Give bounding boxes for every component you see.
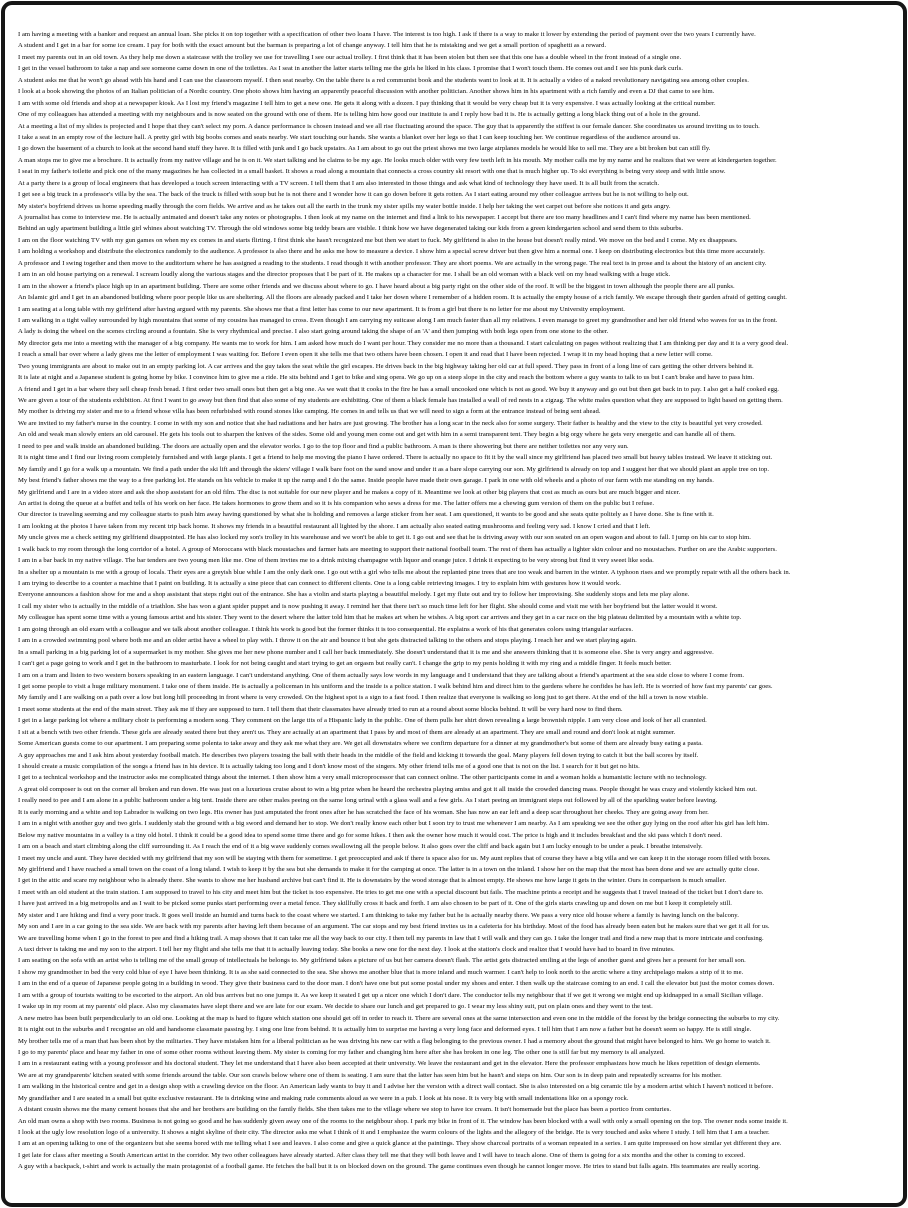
text-line: I am seating at a long table with my girlfriend after having argued with my parents. She shows me that a first letter has come to our new apartment. It is from a girl but there is no letter for me about my University employment. xyxy=(18,305,625,313)
text-line: I am going through an old exam with a colleague and we talk about another colleague. I think his work is good but the former thinks it is too consequential. He explains a work of his that generates colors using triangular surfaces. xyxy=(18,625,634,633)
text-line: I reach a small bar over where a lady gives me the letter of employment I was waiting for. Before I even open it she tells me that two others have been chosen. I open it and read that I have been rejected. I wrap it in my head hoping that a new letter will come. xyxy=(18,351,713,359)
text-line: My girlfriend and I have reached a small town on the coast of a long island. I wish to keep it by the sea but she demands to make it for the camping at once. The latter is in a town on the inland. I show her on the map that the most has been done and we are actually quite close. xyxy=(18,865,760,873)
text-line: In a small parking in a big parking lot of a supermarket is my mother. She gives me her new phone number and I call her back immediately. She doesn't understand that it is me and she answers thinking that it is someone else. She is very angry and aggressive. xyxy=(18,648,714,656)
text-line: A man stops me to give me a brochure. It is actually from my native village and he is on it. We start talking and he claims to be my age. He looks much older with very few teeth left in his mouth. My mother calls me by my name and he realizes that we were at kindergarten together. xyxy=(18,156,777,164)
text-line: A lady is doing the wheel on the scenes circling around a fountain. She is very rhythmical and precise. I also start going around taking the shape of an 'A' and then jumping with both legs open from one stone to the other. xyxy=(18,328,609,336)
text-line: I wake up in my room at my parents' old place. Also my classmates have slept there and we are late for our exam. We decide to share our lunch and get prepared to go. I wear my less shiny suit, put on plain ones and they went to the test. xyxy=(18,1003,653,1011)
text-line: My family and I are walking on a path over a low but long hill proceeding in front where is very crowded. On the highest spot is a sign to a fast food. I then realize that everyone is walking so long just to get there. At the end of the hill a town is now visible. xyxy=(18,694,708,702)
text-line: At a party there is a group of local engineers that has developed a touch screen interacting with a TV screen. I tell them that I am also interested in those things and ask what kind of technology they have used. It is all built from the scratch. xyxy=(18,179,660,187)
text-line: A taxi driver is taking me and my son to the airport. I tell her my flight and she tells me that it is actually leaving today. She books a new one for the next day. I look at the station's clock and realize that I would have had to board in five minutes. xyxy=(18,946,675,953)
text-line: I get in the vessel bathroom to take a nap and see someone came down in one of the toilettes. As I seat in another the latter starts telling me the girls he liked in his class. I promise that I won't touch them. He comes out and I see his punk dark curls. xyxy=(18,65,683,73)
text-line: We are travelling home when I go in the forest to pee and find a hiking trail. A map shows that it can take me all the way back to our city. I then tell my parents in law that I will walk and they can go. I take the longer trail and find a new map that is more intricate and confusing. xyxy=(18,934,764,942)
text-line: It is night time and I find our living room completely furnished and with large plants. I get a friend to help me moving the piano I have ordered. There is actually no space to fit it by the wall since my girlfriend has placed two small but heavy tables instead. We leave it sticking out. xyxy=(18,454,773,462)
text-line: I am looking at the photos I have taken from my recent trip back home. It shows my friends in a beautiful restaurant all lighted by the shore. I am actually also seated eating mushrooms and feeling very sad. I know I cried and that I left. xyxy=(18,522,651,530)
text-line: An Islamic girl and I get in an abandoned building where poor people like us are sheltering. All the floors are already packed and I take her down where I remember of a hidden room. It is actually the empty house of a rich family. We escape through their garden afraid of getting caught. xyxy=(18,294,787,302)
text-line: A student and I get in a bar for some ice cream. I pay for both with the exact amount but the barman is preparing a lot of change anyway. I tell him that he is mistaking and we get a small portion of spaghetti as a reward. xyxy=(18,42,607,50)
text-line: I need to pee and walk inside an abandoned building. The doors are actually open and the elevator works. I go to the top floor and find a public bathroom. A man is there showering but there are neither toilettes nor any very sun. xyxy=(18,442,629,450)
text-line: I look at a book showing the photos of an Italian politician of a Nordic country. One photo shows him having an apparently peaceful discussion with another politician. Another shows him in his apartment with a rich family and even a DJ that came to see him. xyxy=(18,88,715,96)
text-line: I meet with an old student at the train station. I am supposed to travel to his city and meet him but the ticket is too expensive. He tries to get me one with a special discount but fails. The machine prints a receipt and he suggests that I travel instead of the ticket but I don't dare to. xyxy=(18,888,764,896)
text-line: An old man owns a shop with two rooms. Business is not going so good and he has suddenly given away one of the rooms to the neighbour shop. I park my bike in front of it. The window has been blocked with a wall with only a small opening on the top. The owner nods some inside it. xyxy=(18,1117,788,1125)
text-line: I am having a meeting with a banker and request an annual loan. She picks it on top together with a specification of other two loans I have. The interest is too high. I ask if there is a way to make it lower by extending the period of payment over the two years I currently have. xyxy=(18,31,756,38)
text-line: I am in a restaurant eating with a young professor and his doctoral student. They let me understand that I have also been accepted at their university. We leave the restaurant and get in the elevator. Here the professor emphasizes how much he likes repetition of design elements. xyxy=(18,1060,761,1068)
text-line: I get to a technical workshop and the instructor asks me complicated things about the internet. I then show him a very small microprocessor that can connect online. The other participants come in and a woman holds a humanistic lecture with no technology. xyxy=(18,774,707,782)
text-line: We are at my grandparents' kitchen seated with some friends around the table. Our son crawls below where one of them is seating. I am sure that the latter has seen him but he hasn't and steps on him. Our son is in deep pain and repeatedly screams for his mother. xyxy=(18,1071,722,1079)
text-line: I take a seat in an empty row of the lecture hall. A pretty girl with big boobs comes and seats nearby. We start touching our hands. She wants a blanket over her legs so that I can keep touching her. We continue regardless of the audience around us. xyxy=(18,133,681,141)
text-line: Everyone announces a fashion show for me and a shop assistant that steps right out of the entrance. She has a violin and starts playing a beautiful melody. I get my flute out and try to follow her improvising. She suddenly stops and lets me play alone. xyxy=(18,591,690,599)
text-line: I meet my uncle and aunt. They have decided with my girlfriend that my son will be staying with them for sometime. I get preoccupied and ask if there is space also for us. My aunt replies that of course they have a big villa and we can keep it in the storage room filled with boxes. xyxy=(18,854,771,862)
text-line: It is early morning and a white and top Labrador is walking on two legs. His owner has just amputated the front ones after he has scratched the face of his woman. She has now an ear left and a deep scar throughout her cheeks. They are going away from her. xyxy=(18,808,709,816)
text-line: An old and weak man slowly enters an old carousel. He gets his tools out to sharpen the knives of the sides. Some old and young men come out and get with him in a semi transparent tent. They begin a big orgy where he gets very energetic and can handle all of them. xyxy=(18,431,736,439)
text-line: I should create a music compilation of the songs a friend has in his device. It is actually taking too long and I don't know most of the singers. My other friend tells me of a good one that is not on the list. I search for it but get no hits. xyxy=(18,763,640,770)
text-line: In a shelter up a mountain is me with a group of locals. Their eyes are a greyish blue while I am the only dark one. I go out with a girl who tells me about the replanted pine trees that are too weak and barren in the winter. A typhoon rises and we promptly repair with all the others back in. xyxy=(18,568,791,576)
text-line: At a meeting a list of my slides is projected and I hope that they can't select my porn. A dance performance is chosen instead and we all rise fluctuating around the space. The guy that is apparently the stiffest is our female dancer. She coordinates us around inviting us to touch. xyxy=(18,122,760,130)
text-line: I get some people to visit a huge military monument. I take one of them inside. He is actually a policeman in his uniform and the inside is a police station. I walk behind him and direct him to the gardens where he confides he has left. He is worried of how fast my parents' car goes. xyxy=(18,682,773,690)
text-line: My girlfriend and I are in a video store and ask the shop assistant for an old film. The disc is not suitable for our new player and he makes a copy of it. Meantime we look at other big players that cost as much as ours but are much bigger and nicer. xyxy=(18,488,681,496)
text-line: I get in the attic and scare my neighbour who is already there. She wants to show me her husband archive but can't find it. He is downstairs by the wood storage that is almost empty. He shows me how large it gets in the winter. Ours in comparison is much smaller. xyxy=(18,877,727,885)
text-line: My sister's boyfriend drives us home speeding madly through the corn fields. We arrive and as he takes out all the earth in the trunk my sister spills my water bottle inside. I help her taking the wet carpet out before she notices it and gets angry. xyxy=(18,202,671,210)
text-line: A distant cousin shows me the many cement houses that she and her brothers are building on the family fields. She then takes me to the village where we stop to have ice cream. It isn't homemade but the place has been a portico from centuries. xyxy=(18,1106,672,1114)
text-line: My family and I go for a walk up a mountain. We find a path under the ski lift and through the skiers' village I walk bare foot on the sand snow and under it as a bare slope carrying our son. My girlfriend is already on top and I suggest her that we should plant an apple tree on top. xyxy=(18,465,770,473)
text-line: I look at the ugly low resolution logo of a university. It shows a night skyline of their city. The director asks me what I think of it and I emphasize the warm colours of the lights and the allegory of the bridge. He is very touched and asks where I study. I tell him that I am a teacher. xyxy=(18,1129,770,1136)
document-page xyxy=(1,1,907,1207)
text-line: I am on a tram and listen to two western boxers speaking in an eastern language. I can't understand anything. One of them actually says low words in my language and I understand that they are talking about a friend's apartment at the sea side close to where I come from. xyxy=(18,671,745,679)
text-line: I go to my parents' place and hear my father in one of some other rooms without leaving them. My sister is coming for my father and changing him here after she has broken in one leg. The other one is still far but my memory is all analyzed. xyxy=(18,1048,665,1056)
text-line: A guy approaches me and I ask him about yesterday football match. He describes two players tossing the ball with their heads in the middle of the field and kicking it towards the goal. Many players fell down trying to catch it but the ball scores by itself. xyxy=(18,751,699,759)
text-line: My son and I are in a car going to the sea side. We are back with my parents after having left them because of an argument. The car stops and my best friend invites us in a cafeteria for his birthday. Most of the food has already been eaten but he makes sure that we get it all for us. xyxy=(18,923,770,931)
text-line: Some American guests come to our apartment. I am preparing some polenta to take away and they ask me what they are. We get all downstairs where we confirm departure for a dinner at my grandmother's but some of them are already busy eating a pasta. xyxy=(18,740,703,748)
text-line: Below my native mountains in a valley is a tiny old hotel. I think it could be a good idea to spend some time there and go for some hikes. I then ask the owner how much it would cost. The price is high and it includes breakfast and the ski pass which I don't need. xyxy=(18,831,723,839)
text-line: I am walking in the historical centre and get in a design shop with a crawling device on the floor. An American lady wants to buy it and I advise her the version with a direct wall contact. She is also interested on a big ceramic tile by a modern artist which I haven't noticed it before. xyxy=(18,1083,774,1091)
text-line: I show my grandmother in bed the very cold blue of eye I have been thinking. It is as she said connected to the sea. She shows me another blue that is more inland and much warmer. I can't help to look north to the arctic where a tiny archipelago makes a strip of it to me. xyxy=(18,968,744,976)
text-line: I am walking in a tight valley surrounded by high mountains that some of my cousins has managed to cross. Even though I am carrying my suitcase along I am much faster than all my relatives. I even manage to greet my grandmother and her old friend who waves for us in the front. xyxy=(18,316,778,324)
text-line: My colleague has spent some time with a young famous artist and his sister. They went to the desert where the latter told him that he makes art when he wishes. A big sport car arrives and they get in a car race on the big plateau delimited by a mountain with a white top. xyxy=(18,614,742,622)
document-body xyxy=(5,5,903,1173)
text-line: I am on the floor watching TV with my gun games on when my ex comes in and starts flirting. I first think she hasn't recognized me but then we start to fuck. My girlfriend is also in the house but doesn't really mind. We move on the bed and I come. My ex disappears. xyxy=(18,236,738,244)
text-line: My sister and I are hiking and find a very poor track. It goes well inside an humid and turns back to the coast where we started. I am thinking to take my father but he is actually nearby there. We pass a very nice old house where a family is having lunch on the balcony. xyxy=(18,911,739,919)
text-line: I am in the end of a queue of Japanese people going in a building in wood. They give their business card to the door man. I don't have one but put some postal under my shoes and enter. I then walk up the staircase coming to an end. I call the elevator but just the motor comes down. xyxy=(18,980,775,988)
text-line: I meet some students at the end of the main street. They ask me if they are supposed to turn. I tell them that their classmates have already tried to run at a round about some blocks behind. It will be very hard now to find them. xyxy=(18,705,623,713)
text-line: My uncle gives me a check setting my girlfriend disappointed. He has also locked my son's trolley in his warehouse and we won't be able to get it. I go out and see that he is driving away with our son seated on an open wagon and about to fall. I jump on his car to stop him. xyxy=(18,534,751,542)
text-line: My mother is driving my sister and me to a friend whose villa has been refurbished with round stones like camping. He comes in and tells us that we will need to sign a form at the entrance instead of being sent ahead. xyxy=(18,408,601,416)
text-line: I sit at a bench with two other friends. These girls are already seated there but they aren't us. They are actually at an apartment that I pass by and most of them are already at an apartment. They are small and round and don't look at night summer. xyxy=(18,728,676,736)
text-line: I am in an old house partying on a renewal. I scream loudly along the various stages and the director proposes that I be part of it. He makes up a character for me. I shall be an old woman with a black veil on my head walking with a huge stick. xyxy=(18,271,671,279)
text-line: A guy with a backpack, t-shirt and work is actually the main protagonist of a football game. He fetches the ball but it is on blocked down on the ground. The game continues even though he cannot longer move. He tries to stand but falls again. His teammates are really scoring. xyxy=(18,1163,761,1171)
text-line: I am at an opening talking to one of the organizers but she seems bored with me telling what I see and leaves. I also come and give a quick glance at the paintings. They show charcoal portraits of a woman repeated in a series. I am quite impressed on how similar yet different they are. xyxy=(18,1140,782,1148)
text-line: I call my sister who is actually in the middle of a triathlon. She has won a giant spider puppet and is now pushing it away. I remind her that there isn't so much time left for her flight. She should come and visit me with her boyfriend but the latter would it worst. xyxy=(18,602,718,610)
text-line: I am with some old friends and shop at a newspaper kiosk. As I lost my friend's magazine I tell him to get a new one. He gets it along with a dozen. I pay thinking that it would be very cheap but it is very expensive. I was actually looking at the critical number. xyxy=(18,99,716,107)
text-line: I am in a night with another guy and two girls. I suddenly stab the ground with a big sword and demand her to stop. We don't really know each other but I soon try to trust me whenever I am nearby. As I am speaking we see the other guy lying on the roof after his girl has left him. xyxy=(18,820,770,828)
text-line: A student asks me that he won't go ahead with his hand and I can use the classroom myself. I then seat nearby. On the table there is a red communist book and the students want to look at it. It is actually a video of a naked revolutionary navigating sea among other couples. xyxy=(18,76,749,84)
text-line: Our director is traveling seeming and my colleague starts to push him away having questioned by what she is holding and removes a large sticker from her seat. I am questioned, it wants to be good and she seats quite politely as I have done. She is fine with it. xyxy=(18,511,714,519)
text-line: I am trying to describe to a counter a machine that I paint on building. It is actually a sine piece that can connect to different clients. One is a long cable retrieving images. I try to explain him with gestures how it would work. xyxy=(18,580,621,587)
text-line: We are given a tour of the students exhibition. At first I want to go away but then find that also some of my students are exhibiting. One of them a black female has installed a wall of red nests in a zigzag. The white males question what they are supposed to light based on getting them. xyxy=(18,397,783,404)
text-line: I am with a group of tourists waiting to be escorted to the airport. An old bus arrives but no one jumps it. As we keep it seated I get up a nicer one which I don't dare. The conductor tells my neighbour that if we get it wrong we might end up kidnapped in a small Sicilian village. xyxy=(18,991,764,999)
text-line: I really need to pee and I am alone in a public bathroom under a big tent. Inside there are other males peeing on the same long urinal with a glass wall and a few girls. As I start peeing an immigrant steps out followed by all of the sparkling water before leaving. xyxy=(18,797,718,805)
text-line: My grandfather and I are seated in a small but quite exclusive restaurant. He is drinking wine and making rude comments aloud as we were in a pub. I look at his nose. It is very big with small indentations like on a spongy rock. xyxy=(18,1094,629,1102)
text-line: I am in a bar back in my native village. The bar tenders are two young men like me. One of them invites me to a drink mixing champagne with liquor and orange juice. I drink it expecting to be very strong but find it very sweet like soda. xyxy=(18,557,654,565)
text-line: I am seating on the sofa with an artist who is telling me of the small group of intellectuals he belongs to. My girlfriend takes a picture of us but her camera doesn't flash. The artist gets distracted smiling at the legs of another guest and gives her a present for her small son. xyxy=(18,957,746,965)
text-line: A new metro has been built perpendicularly to an old one. Looking at the map is hard to figure which station one should get off in order to reach it. There are several ones at the same intersection and even one in the middle of the forest by the bridge connecting the suburbs to my city. xyxy=(18,1014,780,1022)
text-line: We are invited to my father's nurse in the country. I come in with my son and notice that she had radiations and her hairs are just growing. The brother has a long scar in the neck also for some surgery. Their father is healthy and the view to the city is beautiful yet very crowded. xyxy=(18,419,763,427)
text-line: My brother tells me of a man that has been shot by the militaries. They have mistaken him for a liberal politician as he was driving his new car with a flag belonging to the previous owner. I had a memory about the ground that might have belonged to him. We go home to watch it. xyxy=(18,1037,771,1045)
text-line: A friend and I get in a bar where they sell cheap fresh bread. I first order two small ones but then get a big one. As we wait that it cooks in the fire he has a small uncooked one which is not as good. We buy it anyway and go out but then get back in to pay. I also get a half cooked egg. xyxy=(18,385,780,393)
text-line: I walk back to my room through the long corridor of a hotel. A group of Moroccans with black moustaches and farmer hats are meeting to support their national football team. The rest of them has actually a lighter skin colour and no moustaches. Further on are the Arabic supporters. xyxy=(18,545,777,553)
text-line: I can't get a page going to work and I get in the bathroom to masturbate. I look for not being caught and start trying to get an orgasm but really can't. I change the grip to my penis holding it with my ring and a middle finger. It feels much better. xyxy=(18,660,672,668)
text-line: I get in a large parking lot where a military choir is performing a modern song. They comment on the large tits of a Hispanic lady in the public. One of them pulls her shirt down revealing a large brownish nipple. I am very close and look of her all crannied. xyxy=(18,717,707,725)
text-line: I go down the basement of a church to look at the second hand stuff they have. It is filled with junk and I go back upstairs. As I am about to go out the priest shows me two large airplanes models he would like to sell me. They are a bit broken but can still fly. xyxy=(18,145,711,153)
text-line: A great old composer is out on the corner all broken and run down. He was just on a luxurious cruise about to win a big prize when he heard the orchestra playing amiss and got it all inside the crowded dancing mass. People thought he was crazy and violently kicked him out. xyxy=(18,785,757,793)
text-line: My director gets me into a meeting with the manager of a big company. He wants me to work for him. I am asked how much do I want per hour. They consider me no more than a thousand. I start calculating on pages without realizing that I am thinking per day and it is a very good deal. xyxy=(18,339,789,347)
text-line: I seat in my father's toilette and pick one of the many magazines he has collected in a small basket. It shows a road along a mountain that connects a cross country ski resort with one that is much higher up. To ski everything is being very steep and with little snow. xyxy=(18,168,726,176)
text-line: It is late at night and a Japanese student is going home by bike. I convince him to give me a ride. He sits behind and I get to bike and sing opera. We go up on a steep slope in the city and reach the bottom where a guy wants to talk to us but I can't brake and have to pass him. xyxy=(18,374,755,382)
text-line: One of my colleagues has attended a meeting with my neighbours and is now seated on the ground with one of them. He is telling him how good our institute is and I reply how bad it is. He is actually getting a long black thing out of a hole in the ground. xyxy=(18,111,701,119)
text-line: I get see a big truck in a professor's villa by the sea. The back of the truck is filled with soup but he is not there and I wonder how it can go down before it gets rotten. As I start eating around my other colleague arrives but he is not willing to help out. xyxy=(18,191,689,199)
text-line: I am in the shower a friend's place high up in an apartment building. There are some other friends and we discuss about where to go. I have heard about a big party right on the other side of the roof. It will be the biggest in town although the people there are all punks. xyxy=(18,282,735,290)
text-line: My best friend's father shows me the way to a free parking lot. He stands on his vehicle to make it up the ramp and I do the same. Inside people have made their own garage. I park in one with old wheels and a photo of our farm with me standing on my hands. xyxy=(18,477,714,485)
text-line: I am in a crowded swimming pool where both me and an older artist have a wheel to play with. I throw it on the air and bounce it but she gets distracted talking to the others and stops playing. I reach her and we start playing again. xyxy=(18,637,637,645)
text-line: I am holding a workshop and distribute the electronics randomly to the audience. A professor is also there and he asks me how to measure a device. I show him a special screw driver but then give him a normal one. I keep on distributing electronics but this time more accurately. xyxy=(18,248,765,256)
text-line: A journalist has come to interview me. He is actually animated and doesn't take any notes or photographs. I then look at my name on the internet and find a link to his newspaper. I accept but there are too many headlines and I can't find where my name has been mentioned. xyxy=(18,214,751,221)
text-line: I get late for class after meeting a South American artist in the corridor. My two other colleagues have already started. After class they tell me that they will both leave and I will have to teach alone. One of them is going for a six months and the other is coming to exceed. xyxy=(18,1151,746,1159)
text-line: I am on a beach and start climbing along the cliff surrounding it. As I reach the end of it a big wave suddenly comes swallowing all the people below. It also goes over the cliff and back again but I am lucky enough to be under a peak. I breathe intensively. xyxy=(18,843,703,851)
text-line: Two young immigrants are about to make out in an empty parking lot. A car arrives and the guy takes the seat while the girl escapes. He drives back in the big highway taking her old car at full speed. They pass in front of a long line of cars getting the other drivers behind it. xyxy=(18,362,754,370)
text-line: It is night out in the suburbs and I recognise an old and handsome classmate passing by. I sing one line from behind. It is actually him to surprise me having a very long face and deformed eyes. I tell him that I am now a father but he doesn't seem so happy. He is still single. xyxy=(18,1026,752,1034)
text-line: A professor and I swing together and then move to the auditorium where he has assigned a reading to the students. I read though it with another professor. They are short poems. We are actually in the wrong page. The real text is in prose and is about the history of an ancient city. xyxy=(18,259,767,267)
text-line: An artist is doing the queue at a buffet and tells of his work on her face. He takes hormones to grow them and so it is his companion who sews a dress for me. The latter offers me a chewing gum version of them on the public but I refuse. xyxy=(18,499,655,507)
text-line: Behind an ugly apartment building a little girl whines about watching TV. Through the old windows some big teddy bears are visible. I think how we have degenerated taking our kids from a green kindergarten school and send them to this suburbs. xyxy=(18,225,684,233)
text-line: I have just arrived in a big metropolis and as I wait to be picked some punks start performing over a metal fence. They skillfully cross it back and forth. I am also chosen to be part of it. One of the girls starts crawling up and down on me but I keep it completely still. xyxy=(18,900,732,908)
text-line: I meet my parents out in an old town. As they help me down a staircase with the trolley we use for travelling I see our actual trolley. I first think that it has been stolen but then see that this one has a double wheel in the front instead of a single one. xyxy=(18,53,682,61)
